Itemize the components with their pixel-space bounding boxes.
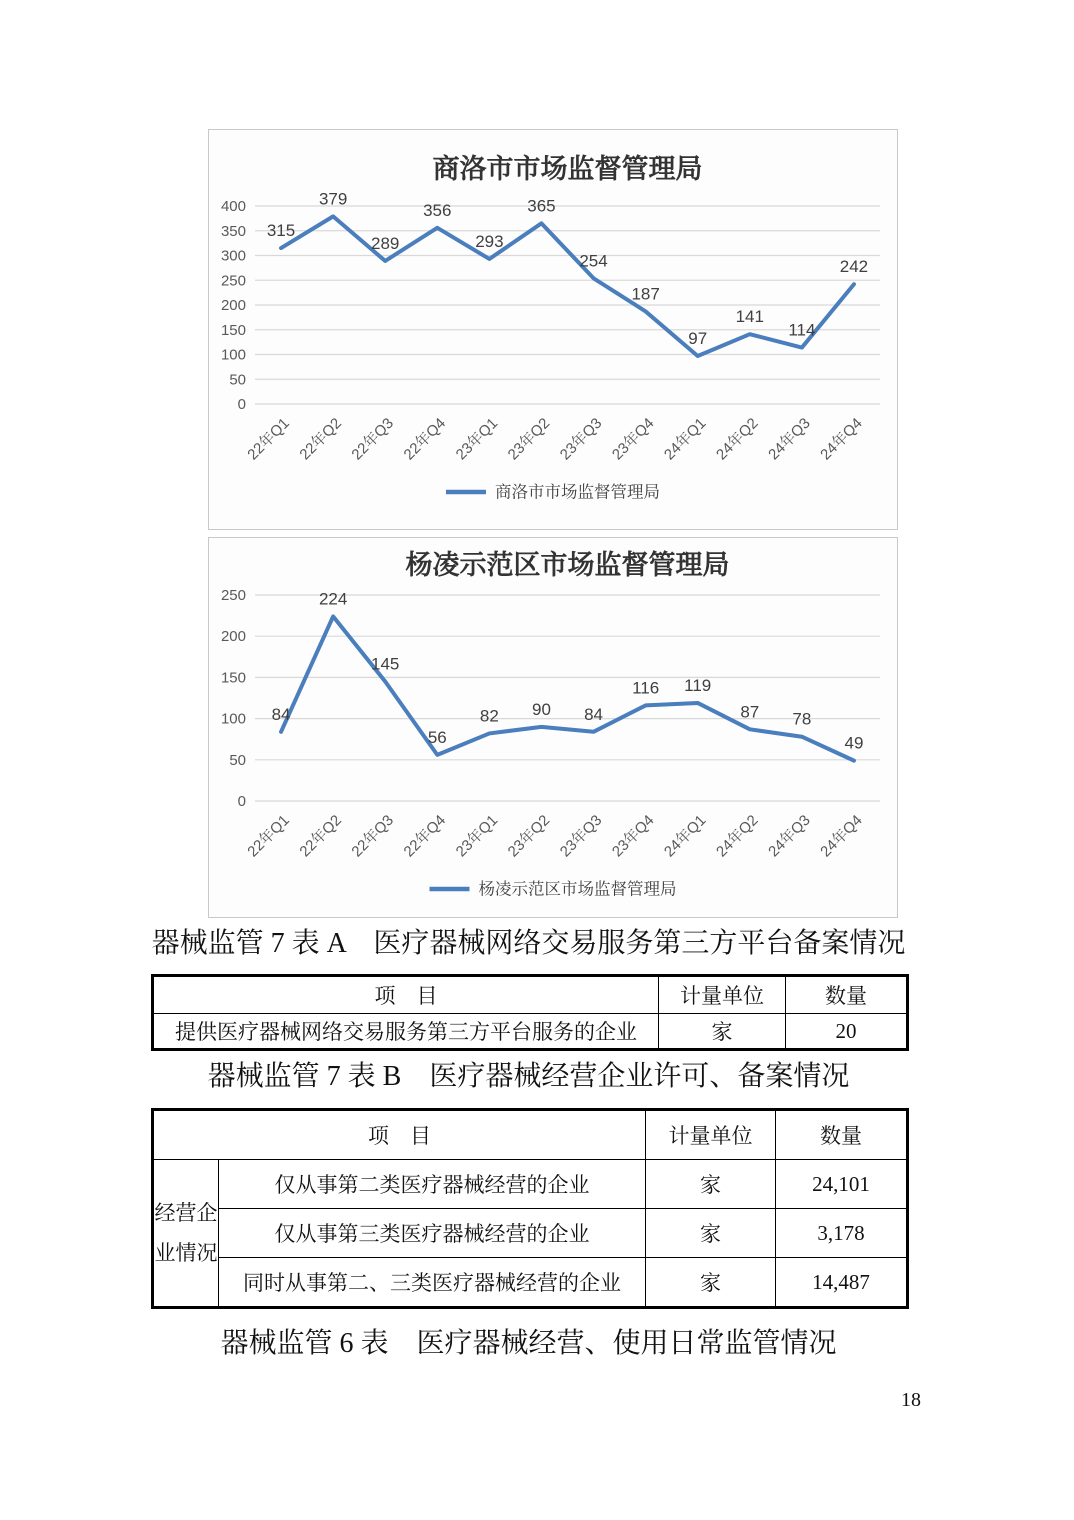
- svg-text:356: 356: [423, 200, 452, 220]
- caption-table-6: 器械监管 6 表 医疗器械经营、使用日常监管情况: [220, 1328, 837, 1359]
- svg-text:100: 100: [220, 346, 246, 364]
- table-a-header-unit: 计量单位: [659, 976, 786, 1014]
- table-row: [153, 1014, 908, 1050]
- table-b-row-value: 14,487: [776, 1258, 908, 1308]
- table-a-header-qty: 数量: [786, 976, 908, 1014]
- svg-text:150: 150: [220, 669, 246, 687]
- svg-text:100: 100: [220, 710, 246, 728]
- table-b-header-qty: 数量: [776, 1110, 908, 1160]
- svg-text:杨凌示范区市场监督管理局: 杨凌示范区市场监督管理局: [405, 550, 730, 580]
- svg-text:杨凌示范区市场监督管理局: 杨凌示范区市场监督管理局: [478, 880, 677, 899]
- svg-text:22年Q4: 22年Q4: [400, 414, 450, 464]
- table-b-row-item: 仅从事第三类医疗器械经营的企业: [219, 1209, 646, 1258]
- svg-text:23年Q4: 23年Q4: [608, 414, 658, 464]
- svg-text:145: 145: [371, 654, 400, 674]
- table-b-row-item: 同时从事第二、三类医疗器械经营的企业: [219, 1258, 646, 1308]
- svg-text:150: 150: [220, 321, 246, 339]
- table-a-row-item: 提供医疗器械网络交易服务第三方平台服务的企业: [153, 1014, 659, 1050]
- svg-text:24年Q3: 24年Q3: [765, 811, 814, 861]
- svg-text:82: 82: [479, 706, 499, 726]
- svg-text:116: 116: [632, 678, 660, 698]
- table-b-row-unit: 家: [646, 1258, 776, 1308]
- svg-text:23年Q1: 23年Q1: [452, 414, 502, 464]
- svg-text:0: 0: [237, 793, 246, 810]
- svg-text:365: 365: [527, 196, 556, 216]
- svg-text:200: 200: [220, 297, 246, 314]
- svg-text:23年Q2: 23年Q2: [504, 414, 554, 464]
- svg-text:293: 293: [475, 231, 504, 251]
- svg-text:24年Q4: 24年Q4: [817, 414, 866, 464]
- svg-text:84: 84: [584, 704, 604, 724]
- svg-text:250: 250: [220, 587, 246, 604]
- svg-text:56: 56: [427, 727, 447, 747]
- svg-text:22年Q2: 22年Q2: [296, 811, 345, 861]
- svg-text:254: 254: [579, 251, 608, 271]
- table-a: [151, 974, 909, 1051]
- svg-text:84: 84: [271, 704, 291, 724]
- svg-text:23年Q3: 23年Q3: [556, 811, 606, 861]
- svg-text:22年Q3: 22年Q3: [348, 811, 398, 861]
- svg-text:289: 289: [371, 233, 400, 253]
- line-chart-yangling-svg: [209, 538, 897, 917]
- svg-text:97: 97: [688, 328, 708, 348]
- svg-text:242: 242: [839, 257, 869, 277]
- svg-text:90: 90: [531, 699, 551, 719]
- svg-text:300: 300: [220, 247, 246, 265]
- svg-text:24年Q3: 24年Q3: [765, 414, 814, 464]
- svg-text:50: 50: [229, 751, 246, 769]
- table-b-row-unit: 家: [646, 1160, 776, 1209]
- svg-text:78: 78: [792, 709, 812, 729]
- table-b: [151, 1108, 909, 1309]
- line-chart-yangling: [208, 537, 898, 918]
- svg-text:141: 141: [735, 307, 764, 327]
- svg-text:49: 49: [844, 733, 864, 753]
- svg-text:187: 187: [631, 284, 660, 304]
- svg-text:商洛市市场监督管理局: 商洛市市场监督管理局: [432, 154, 703, 184]
- svg-text:0: 0: [237, 396, 246, 413]
- svg-text:22年Q1: 22年Q1: [244, 414, 293, 464]
- table-a-header-item: 项 目: [153, 976, 659, 1014]
- svg-text:24年Q4: 24年Q4: [817, 811, 866, 861]
- svg-text:350: 350: [220, 222, 246, 240]
- svg-text:22年Q3: 22年Q3: [348, 414, 398, 464]
- line-chart-shangluo: [208, 129, 898, 530]
- svg-text:23年Q4: 23年Q4: [608, 811, 658, 861]
- svg-text:200: 200: [220, 628, 246, 646]
- svg-text:50: 50: [229, 371, 246, 389]
- table-row: [153, 1160, 908, 1209]
- svg-text:87: 87: [740, 702, 760, 722]
- svg-text:24年Q1: 24年Q1: [660, 811, 710, 861]
- svg-text:379: 379: [318, 189, 348, 209]
- svg-text:24年Q2: 24年Q2: [713, 414, 762, 464]
- caption-table-a: 器械监管 7 表 A 医疗器械网络交易服务第三方平台备案情况: [151, 928, 906, 959]
- table-row: [153, 1258, 908, 1308]
- table-b-row-value: 3,178: [776, 1209, 908, 1258]
- table-b-row-item: 仅从事第二类医疗器械经营的企业: [219, 1160, 646, 1209]
- svg-text:315: 315: [266, 221, 296, 241]
- svg-text:400: 400: [220, 198, 246, 215]
- svg-text:24年Q1: 24年Q1: [660, 414, 710, 464]
- svg-text:23年Q1: 23年Q1: [452, 811, 502, 861]
- table-row: [153, 1209, 908, 1258]
- svg-text:250: 250: [220, 272, 246, 290]
- table-b-row-value: 24,101: [776, 1160, 908, 1209]
- svg-text:119: 119: [684, 675, 712, 695]
- line-chart-shangluo-svg: [209, 130, 897, 529]
- svg-text:23年Q2: 23年Q2: [504, 811, 554, 861]
- table-b-header-item: 项 目: [153, 1110, 646, 1160]
- svg-text:22年Q4: 22年Q4: [400, 811, 450, 861]
- svg-text:224: 224: [318, 589, 348, 609]
- svg-text:22年Q2: 22年Q2: [296, 414, 345, 464]
- svg-text:23年Q3: 23年Q3: [556, 414, 606, 464]
- table-a-row-unit: 家: [659, 1014, 786, 1050]
- svg-text:24年Q2: 24年Q2: [713, 811, 762, 861]
- table-b-header-row: [153, 1110, 908, 1160]
- caption-table-b: 器械监管 7 表 B 医疗器械经营企业许可、备案情况: [207, 1061, 850, 1092]
- svg-text:114: 114: [788, 320, 816, 340]
- table-b-group-label: 经营企业情况: [153, 1160, 219, 1308]
- table-b-header-unit: 计量单位: [646, 1110, 776, 1160]
- table-a-header-row: [153, 976, 908, 1014]
- svg-text:22年Q1: 22年Q1: [244, 811, 293, 861]
- page-number: 18: [901, 1389, 921, 1411]
- table-a-row-value: 20: [786, 1014, 908, 1050]
- svg-text:商洛市市场监督管理局: 商洛市市场监督管理局: [495, 483, 660, 502]
- table-b-row-unit: 家: [646, 1209, 776, 1258]
